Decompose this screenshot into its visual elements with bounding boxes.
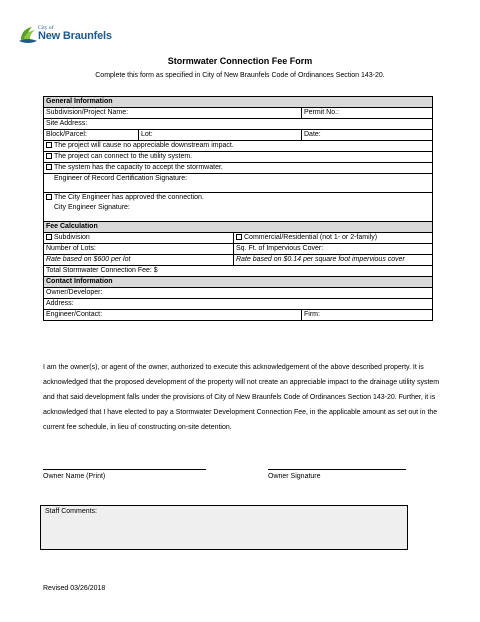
checkbox[interactable] [46,153,52,159]
table-row [44,310,433,321]
date-field[interactable]: Date: [302,130,433,141]
table-row [44,203,433,222]
city-logo [18,24,128,48]
check-capacity-row[interactable] [44,163,433,174]
form-subtitle: Complete this form as specified in City of New Braunfels Code of Ordinances Section 143-20. [95,72,385,79]
table-row [44,299,433,310]
rate-per-sqft: Rate based on $0.14 per square foot impervious cover [234,255,433,266]
firm-field[interactable]: Firm: [302,310,433,321]
commercial-option[interactable] [234,233,433,244]
revision-date: Revised 03/26/2018 [43,585,106,592]
section-header-fee [44,222,433,233]
table-row [44,255,433,266]
logo-text-big: New Braunfels [38,30,112,42]
engineer-of-record-signature-field[interactable]: Engineer of Record Certification Signature: [44,174,433,193]
table-row [44,174,433,193]
number-of-lots-field[interactable]: Number of Lots: [44,244,234,255]
table-row [44,130,433,141]
subdivision-option-label: Subdivision [54,234,90,241]
owner-signature-line[interactable] [268,469,406,470]
check-no-impact-label: The project will cause no appreciable downstream impact. [54,142,234,149]
checkbox[interactable] [46,234,52,240]
form-table [43,96,433,321]
checkbox[interactable] [46,164,52,170]
check-can-connect-label: The project can connect to the utility system. [54,153,193,160]
table-row [44,141,433,152]
contact-information-header: Contact Information [44,277,433,288]
subdivision-option[interactable] [44,233,234,244]
check-capacity-label: The system has the capacity to accept the stormwater. [54,164,223,171]
table-row [44,193,433,204]
section-header-general [44,97,433,108]
checkbox[interactable] [46,142,52,148]
lot-field[interactable]: Lot: [139,130,302,141]
rate-per-lot: Rate based on $600 per lot [44,255,234,266]
staff-comments-label: Staff Comments: [45,508,98,515]
permit-no-field[interactable]: Permit No.: [302,108,433,119]
table-row [44,266,433,277]
city-engineer-signature-field[interactable]: City Engineer Signature: [44,203,433,222]
check-no-impact-row[interactable] [44,141,433,152]
table-row [44,108,433,119]
checkbox[interactable] [236,234,242,240]
table-row [44,119,433,130]
table-row [44,288,433,299]
owner-name-signature-line[interactable] [43,469,206,470]
address-field[interactable]: Address: [44,299,433,310]
check-city-engineer-row[interactable] [44,193,433,204]
acknowledgement-text: I am the owner(s), or agent of the owner, authorized to execute this acknowledgement of the above described property. It is acknowledged that the proposed development of the property will not create an appreciable impact to the drainage utility system and that said development falls under the provisions of City of New Braunfels Code of Ordinances Section 143-20. Further, it is acknowledged that I have elected to pay a Stormwater Development Connection Fee, in the applicable amount as set out in the current fee schedule, in lieu of constructing on-site detention. [43,364,440,431]
owner-name-label: Owner Name (Print) [43,473,106,480]
check-city-engineer-label: The City Engineer has approved the connection. [54,194,204,201]
staff-comments-box[interactable] [40,505,408,550]
logo-text-small: City of [38,25,54,31]
owner-developer-field[interactable]: Owner/Developer: [44,288,433,299]
sq-ft-impervious-field[interactable]: Sq. Ft. of Impervious Cover: [234,244,433,255]
checkbox[interactable] [46,194,52,200]
total-fee-field[interactable]: Total Stormwater Connection Fee: $ [44,266,433,277]
owner-signature-label: Owner Signature [268,473,321,480]
block-parcel-field[interactable]: Block/Parcel: [44,130,139,141]
form-title: Stormwater Connection Fee Form [167,56,313,66]
fee-calculation-header: Fee Calculation [44,222,433,233]
engineer-contact-field[interactable]: Engineer/Contact: [44,310,302,321]
general-information-header: General Information [44,97,433,108]
table-row [44,163,433,174]
table-row [44,152,433,163]
table-row [44,244,433,255]
table-row [44,233,433,244]
site-address-field[interactable]: Site Address: [44,119,433,130]
commercial-option-label: Commercial/Residential (not 1- or 2-family) [244,234,378,241]
tree-logo-icon [18,24,38,46]
section-header-contact [44,277,433,288]
check-can-connect-row[interactable] [44,152,433,163]
subdivision-project-name-field[interactable]: Subdivision/Project Name: [44,108,302,119]
